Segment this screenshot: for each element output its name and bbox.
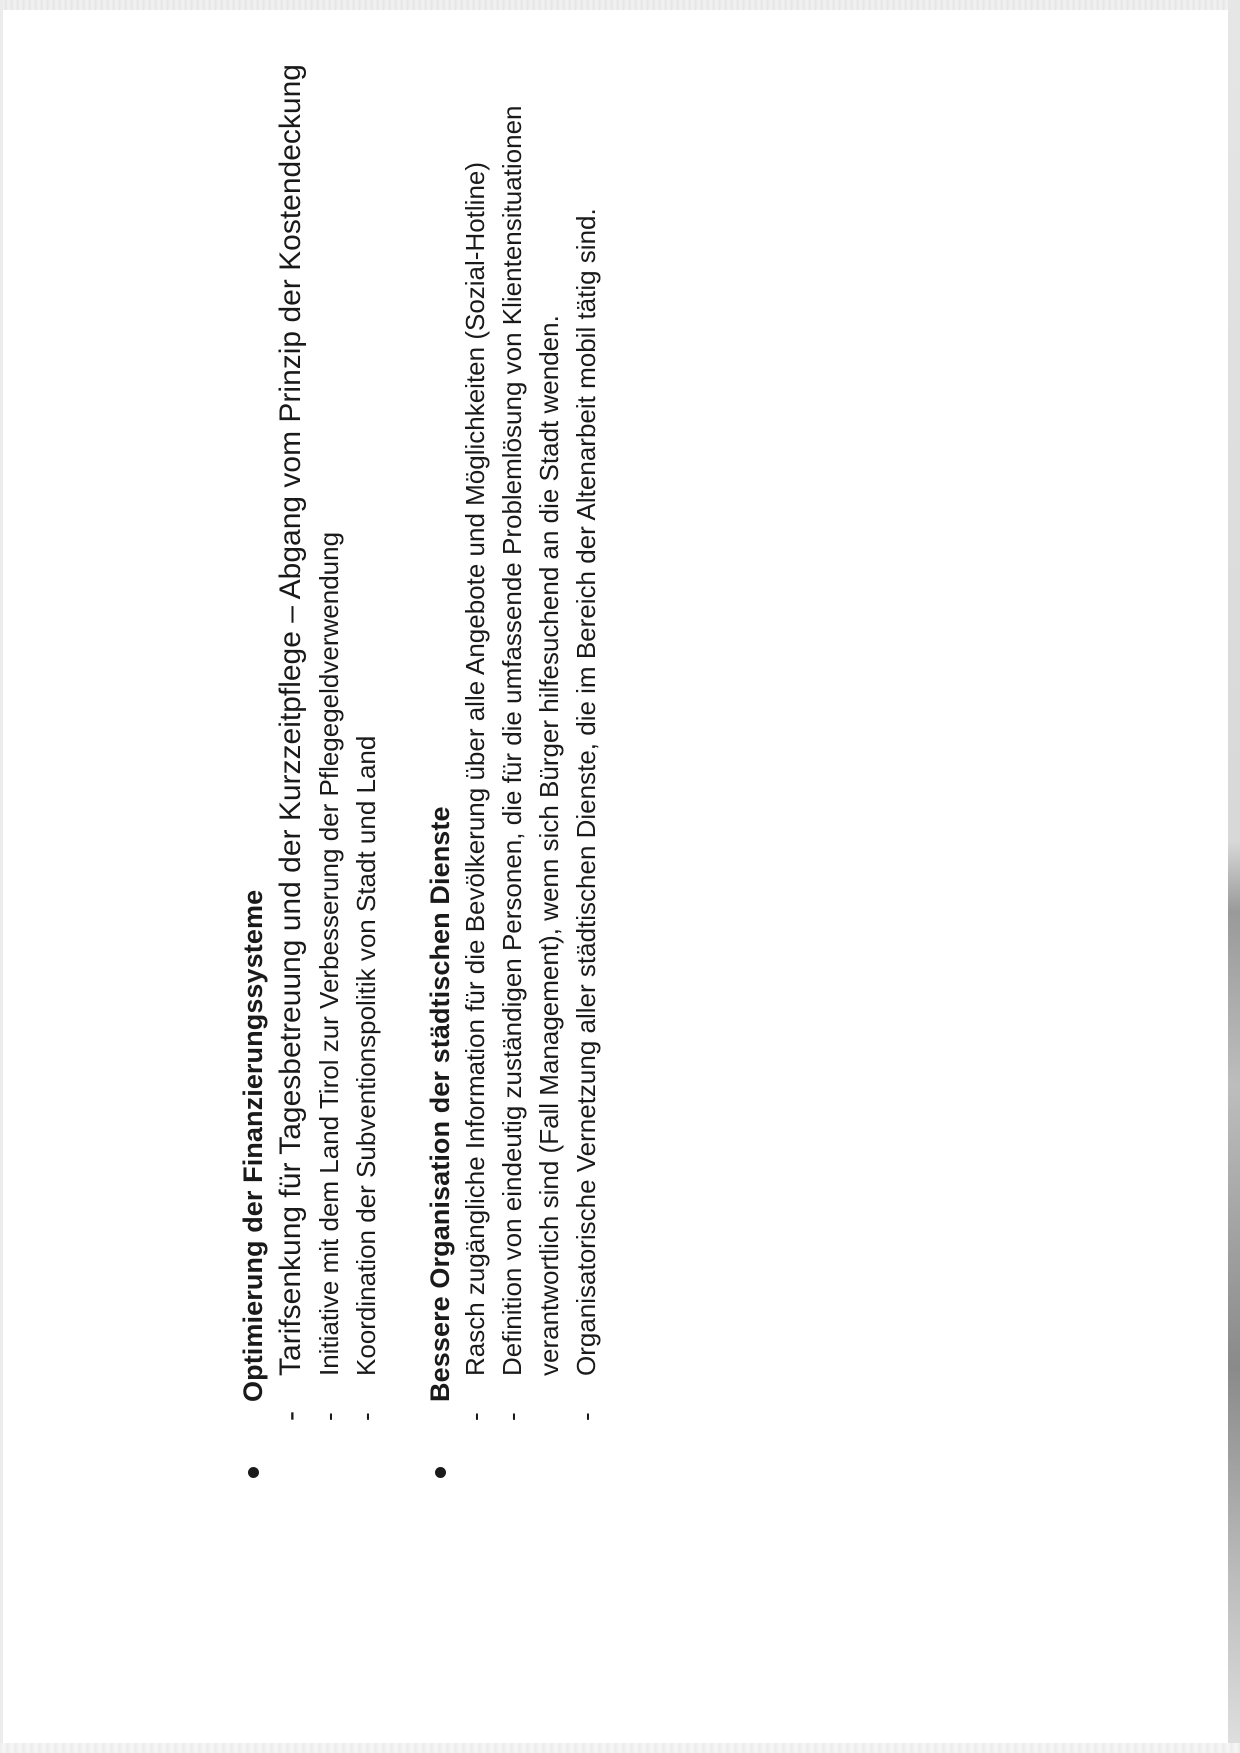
list-item	[348, 60, 385, 1480]
list-item	[568, 60, 605, 1480]
rotated-document-content	[236, 60, 816, 1480]
section-organisation	[423, 60, 605, 1480]
dash-marker: -	[571, 1412, 601, 1421]
bullet-icon	[248, 1467, 259, 1478]
item-list	[457, 60, 605, 1480]
section-heading	[236, 60, 270, 1480]
dash-marker: -	[274, 1411, 307, 1421]
section-heading	[423, 60, 457, 1480]
scan-edge-top	[0, 0, 1240, 10]
list-item-text: Tarifsenkung für Tagesbetreuung und der Kurzzeitpflege – Abgang vom Prinzip der Kostendeckung	[274, 64, 307, 1376]
section-financing	[236, 60, 385, 1480]
section-heading-text: Optimierung der Finanzierungssysteme	[238, 889, 268, 1402]
dash-marker: -	[314, 1412, 344, 1421]
dash-marker: -	[351, 1412, 381, 1421]
dash-marker: -	[460, 1412, 490, 1421]
scan-edge-right	[1228, 0, 1240, 1753]
list-item-text: Rasch zugängliche Information für die Bevölkerung über alle Angebote und Möglichkeiten (Sozial-Hotline)	[460, 161, 490, 1376]
list-item-text: Organisatorische Vernetzung aller städtischen Dienste, die im Bereich der Altenarbeit mobil tätig sind.	[571, 208, 601, 1376]
item-list	[270, 60, 385, 1480]
list-item-text: Initiative mit dem Land Tirol zur Verbesserung der Pflegegeldverwendung	[314, 531, 344, 1376]
list-item-text: Definition von eindeutig zuständigen Personen, die für die umfassende Problemlösung von Klientensituationen verantwortlich sind (Fall Management), wenn sich Bürger hilfesuchend an die Stadt wenden.	[497, 105, 564, 1376]
list-item	[311, 60, 348, 1480]
list-item-text: Koordination der Subventionspolitik von Stadt und Land	[351, 735, 381, 1376]
scan-edge-left	[0, 0, 3, 1753]
dash-marker: -	[497, 1412, 527, 1421]
list-item	[494, 60, 568, 1480]
section-heading-text: Bessere Organisation der städtischen Dienste	[425, 806, 455, 1402]
list-item	[457, 60, 494, 1480]
list-item	[270, 60, 311, 1480]
bullet-icon	[435, 1467, 446, 1478]
scan-edge-bottom	[0, 1743, 1240, 1753]
